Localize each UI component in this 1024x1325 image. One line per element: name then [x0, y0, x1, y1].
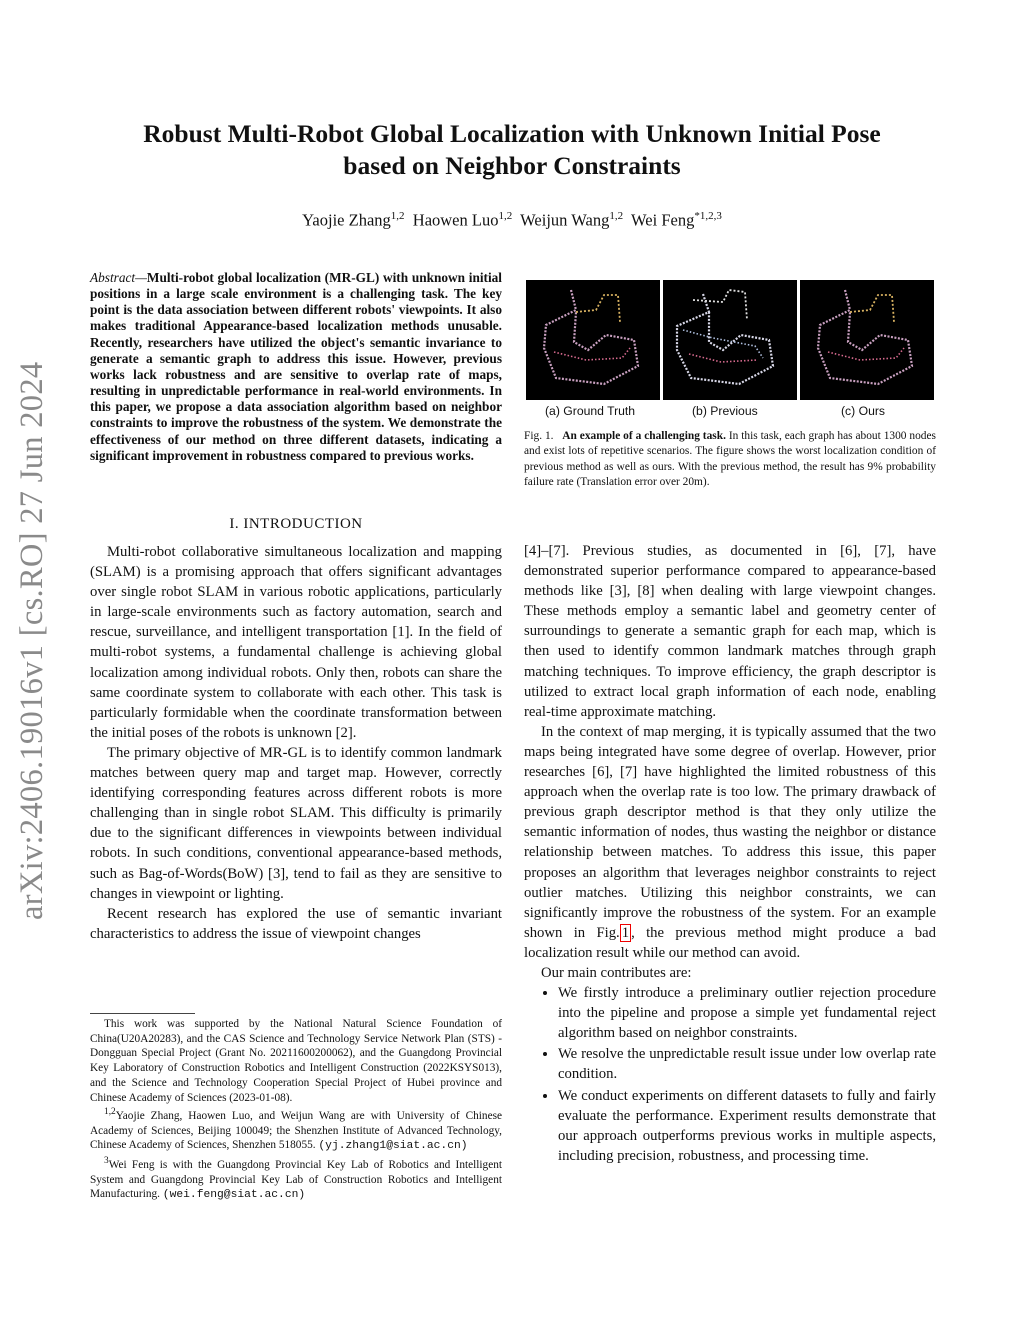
abstract-text: Multi-robot global localization (MR-GL) with unknown initial positions in a large scale environment is a challenging task. The key point is the data association between different robots' viewpoints. It also makes traditional Appearance-based localization methods unusable. Recently, researchers have utilized the object's semantic invariance to generate a semantic graph to address this issue. However, previous works lack robustness and are sensitive to overlap rate of maps, resulting in unpredictable performance in real-world environments. In this paper, we propose a data association algorithm based on neighbor constraints to improve the robustness of the system. We demonstrate the effectiveness of our method on three different datasets, indicating a significant improvement in robustness compared to previous works. [90, 270, 502, 463]
caption-text: In this task, each graph has about 1300 nodes and exist lots of repetitive scenarios. The figure shows the worst localization condition of previous method as well as ours. With the previous method, the result has 9% probability failure rate (Translation error over 20m). [524, 430, 936, 488]
figure-reference-link[interactable]: 1 [621, 924, 630, 941]
figure-panel-ground-truth [526, 280, 660, 400]
paragraph: Recent research has explored the use of semantic invariant characteristics to address the issue of viewpoint changes [90, 905, 502, 942]
author-affiliation: *1,2,3 [694, 210, 722, 222]
contributions-list [524, 983, 936, 1166]
paragraph: In the context of map merging, it is typically assumed that the two maps being integrated have some degree of overlap. However, prior researches [6], [7] have highlighted the limited robustness of this approach when the overlap rate is too low. The primary drawback of previous graph descriptor method is that they only utilize the semantic information of nodes, thus wasting the neighbor or distance relationship between matches. To address this issue, this paper proposes an algorithm that leverages neighbor constraints to reject outlier matches. Utilizing this neighbor constraints, we can significantly improve the robustness of the system. For an example shown in Fig. 1 , the previous method might produce a bad localization result while our method can avoid. [524, 723, 937, 961]
paragraph: Multi-robot collaborative simultaneous localization and mapping (SLAM) is a promising approach that offers significant advantages over single robot SLAM in various robotic applications, particularly in large-scale environments such as factory automation, search and rescue, surveillance, and intelligent transportation [1]. In the field of multi-robot systems, a fundamental challenge is achieving global localization among individual robots. Only then, robots can share the same coordinate system to collaborate with each other. This task is particularly formidable when the coordinate transformation between the initial poses of the robots is unknown [2]. [90, 544, 502, 741]
section-heading: I. INTRODUCTION [229, 516, 363, 532]
list-item: • We firstly introduce a preliminary outlier rejection procedure into the pipeline and propose a simple yet fundamental reject algorithm based on neighbor constraints. [558, 983, 936, 1043]
email-text: (wei.feng@siat.ac.cn) [162, 1189, 306, 1202]
email-text: (yj.zhang1@siat.ac.cn) [318, 1140, 468, 1153]
paragraph: Our main contributes are: [541, 964, 692, 981]
footnote-affiliation-3: $^3$Wei Feng is with the Guangdong Provincial Key Lab of Robotics and Intelligent System and Guangdong Provincial Key Lab of Construction Robotics and Intelligent Manufacturing. (wei.feng@siat.ac.cn) [90, 1156, 502, 1202]
intro-text [90, 542, 502, 944]
arxiv-identifier: arXiv:2406.19016v1 [cs.RO] 27 Jun 2024 [14, 361, 50, 920]
paragraph: [4]–[7]. Previous studies, as documented in [6], [7], have demonstrated superior performance compared to appearance-based methods like [3], [8] when dealing with large viewpoint changes. These methods employ a semantic label and geometry center of surroundings to generate a semantic graph for each map, which is then used to identify common landmark matches through graph matching techniques. To improve efficiency, the graph descriptor is utilized to extract local graph information of each node, enabling real-time approximate matching. [524, 543, 936, 720]
author-name: Haowen Luo [412, 210, 499, 230]
caption-label: Fig. 1. [524, 430, 554, 442]
title-line-2: based on Neighbor Constraints [343, 151, 681, 180]
author-affiliation: 1,2 [498, 210, 513, 222]
right-column-text [524, 541, 936, 1167]
list-item: • We resolve the unpredictable result issue under low overlap rate condition. [558, 1044, 936, 1084]
abstract-label: Abstract [90, 270, 136, 285]
author-affiliation: 1,2 [609, 210, 624, 222]
figure-panel-previous [663, 280, 797, 400]
figure-1 [526, 280, 934, 400]
subcaption-c: (c) Ours [841, 404, 886, 418]
footnote-funding: This work was supported by the National Natural Science Foundation of China(U20A20283), and the CAS Science and Technology Service Network Plan (STS) - Dongguan Special Project (Grant No. 20211600200062), and the Guangdong Provincial Key Laboratory of Construction Robotics and Intelligent Construction (2022KSYS013), and the Science and Technology Cooperation Special Project of Hubei province and Chinese Academy of Sciences (2023-01-08). [90, 1018, 502, 1104]
author-name: Yaojie Zhang [302, 210, 391, 230]
graph-plot-image [526, 280, 660, 400]
footnotes [90, 1017, 502, 1203]
paragraph: The primary objective of MR-GL is to identify common landmark matches between query map and target map. However, correctly identifying corresponding features across different robots is more challenging than in single robot SLAM. This difficulty is primarily due to the significant differences in viewpoints between individual robots. In such conditions, conventional appearance-based methods, such as Bag-of-Words(BoW) [3], tend to fail as they are sensitive to changes in viewpoint or lighting. [90, 744, 502, 902]
subcaption-a: (a) Ground Truth [545, 404, 636, 418]
caption-bold: An example of a challenging task. [562, 430, 726, 442]
author-name: Wei Feng [631, 210, 695, 230]
list-item: • We conduct experiments on different datasets to fully and fairly evaluate the performance. Experiment results demonstrate that our approach outperforms previous works in multiple aspects, including precision, robustness, and processing time. [558, 1086, 936, 1166]
figure-panel-ours [800, 280, 934, 400]
graph-plot-image [663, 280, 797, 400]
graph-plot-image [800, 280, 934, 400]
footnote-rule [90, 1013, 195, 1014]
author-list [90, 210, 934, 231]
paper-title [90, 118, 934, 182]
subcaption-b: (b) Previous [692, 404, 758, 418]
author-name: Weijun Wang [520, 210, 610, 230]
author-affiliation: 1,2 [390, 210, 405, 222]
abstract: Abstract—Multi-robot global localization (MR-GL) with unknown initial positions in a large scale environment is a challenging task. The key point is the data association between different robots' viewpoints. It also makes traditional Appearance-based localization methods unusable. Recently, researchers have utilized the object's semantic invariance to generate a semantic graph to address this issue. However, previous works lack robustness and are sensitive to overlap rate of maps, resulting in unpredictable performance in real-world environments. In this paper, we propose a data association algorithm based on neighbor constraints to improve the robustness of the system. We demonstrate the effectiveness of our method on three different datasets, indicating a significant improvement in robustness compared to previous works. [90, 270, 502, 463]
title-line-1: Robust Multi-Robot Global Localization with Unknown Initial Pose [143, 119, 881, 148]
footnote-affiliation-1-2: $^{1,2}$Yaojie Zhang, Haowen Luo, and Weijun Wang are with University of Chinese Academy of Sciences, Beijing 100049; the Shenzhen Institute of Advanced Technology, Chinese Academy of Sciences, Shenzhen 518055. (yj.zhang1@siat.ac.cn) [90, 1107, 502, 1153]
figure-caption [524, 429, 936, 490]
